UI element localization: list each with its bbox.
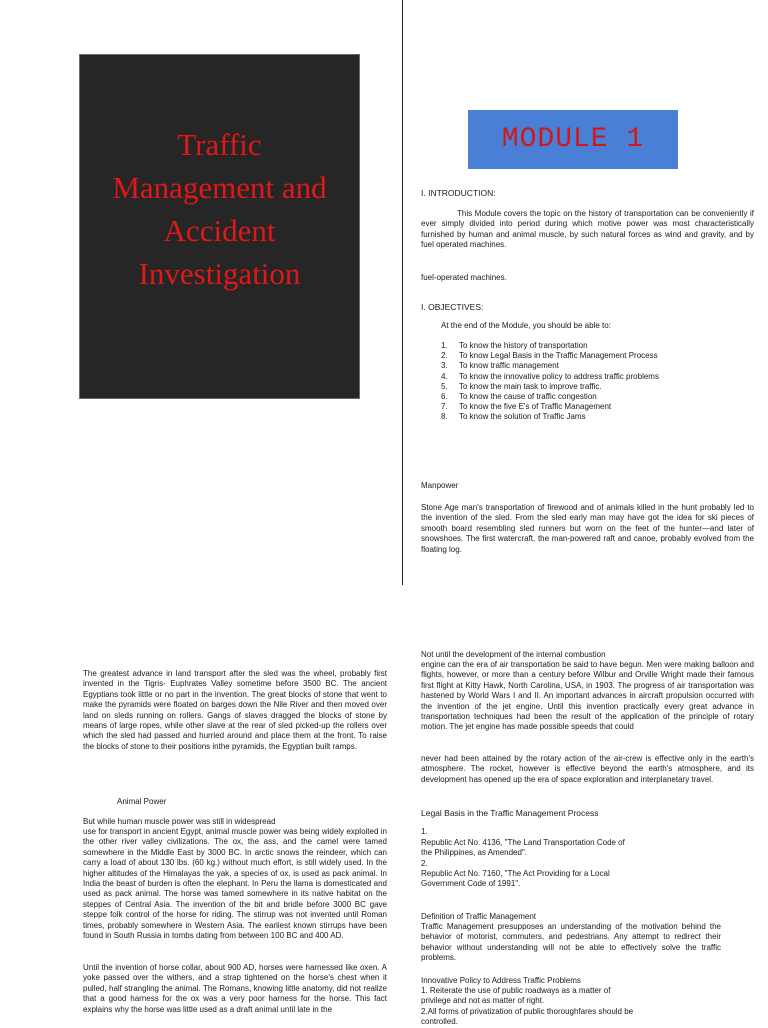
objectives-list — [441, 341, 741, 423]
aviation-paragraph: engine can the era of air transportation be said to have begun. Men were making balloon and flights, however, or more than a century before Wilbur and Orville Wright made their famous first flight at Kitty Hawk, North Carolina, USA, in 1903. The progress of air transportation was hastened by World Wars I and II. An important advances in aircraft propulsion occurred with the invention of the jet engine. Until this invention practically every great advance in transportation techniques had been the result of the application of the principle of rotary motion. The jet engine has made possible speeds that could — [421, 660, 754, 732]
objective-item: 6. To know the cause of traffic congestion — [441, 392, 597, 402]
module-label: MODULE 1 — [501, 124, 645, 155]
innovative-policy-heading: Innovative Policy to Address Traffic Problems — [421, 976, 581, 985]
objective-item: 2. To know Legal Basis in the Traffic Management Process — [441, 351, 658, 361]
module-banner — [468, 110, 678, 169]
page-divider — [402, 0, 403, 585]
objective-item: 8. To know the solution of Traffic Jams — [441, 412, 586, 422]
definition-paragraph: Traffic Management presupposes an understanding of the motivation behind the behavior of motorist, commuters, and pedestrians. Any attempt to redirect their behavior without understanding will not be able to effectively solve the traffic problems. — [421, 922, 721, 963]
manpower-paragraph: Stone Age man's transportation of firewood and of animals killed in the hunt probably led to the invention of the sled. From the sled early man may have got the idea for ski pieces of smooth board resembling sled runners but worn on the feet of the hunter—and later of snowshoes. The first watercraft, the man-powered raft and canoe, probably evolved from the floating log. — [421, 503, 754, 554]
introduction-extra: fuel-operated machines. — [421, 273, 507, 282]
animal-power-line1: But while human muscle power was still in widespread — [83, 817, 276, 826]
animal-power-paragraph: use for transport in ancient Egypt, animal muscle power was being widely exploited in the other river valley civilizations. The ox, the ass, and the camel were tamed somewhere in the Middle East by 3000 BC. In arctic snows the reindeer, which can carry a load of about 130 lbs. (60 kg.) without much effort, is still widely used. In the higher altitudes of the Himalayas the yak, a species of ox, is used as pack animal. In India the beast of burden is often the elephant. In Peru the llama is domesticated and used as pack animal. The horse was tamed somewhere in its native habitat on the steppes of Central Asia. The invention of the bit and bridle before 3000 BC gave steppe folk control of the horse for riding. The stirrup was not invented until Roman times, probably somewhere in Western Asia. The earliest known stirrups have been found in South Russia in tombs dating from between 100 BC and 400 AD. — [83, 827, 387, 941]
animal-power-heading: Animal Power — [117, 797, 167, 806]
aviation-line1: Not until the development of the internal combustion — [421, 650, 606, 659]
introduction-heading: I. INTRODUCTION: — [421, 188, 496, 198]
innovative-policy-item-1: 1. Reiterate the use of public roadways as a matter of privilege and not as matter of right. — [421, 986, 611, 1006]
cover-title: Traffic Management and Accident Investigation — [112, 127, 327, 291]
objective-item: 4. To know the innovative policy to address traffic problems — [441, 371, 659, 381]
cover-panel — [79, 54, 360, 399]
objectives-heading: I. OBJECTIVES: — [421, 302, 484, 312]
definition-heading: Definition of Traffic Management — [421, 912, 537, 921]
legal-basis-heading: Legal Basis in the Traffic Management Process — [421, 808, 599, 818]
objectives-lead: At the end of the Module, you should be able to: — [441, 321, 611, 330]
wheel-paragraph: The greatest advance in land transport after the sled was the wheel, probably first invented in the Tigris- Euphrates Valley sometime before 3500 BC. The ancient Egyptians took little or no part in the invention. The great blocks of stone that went to make the pyramids were floated on barges down the Nile River and then moved over land on sleds running on rollers. Gangs of slaves dragged the blocks of stone by means of large ropes, while other slave at the rear of sled picked-up the rollers over which the sled had passed and hurried around and place them at the front. To raise the blocks of stone to their positions inthe pyramids, the Egyptian built ramps. — [83, 669, 387, 751]
introduction-paragraph: This Module covers the topic on the history of transportation can be conveniently if ever simply divided into period during which motive power was most characteristically furnished by human and animal muscle, by such natural forces as wind and gravity, and by fuel operated machines. — [421, 209, 754, 250]
objective-item: 7. To know the five E's of Traffic Management — [441, 402, 612, 412]
legal-basis-item-1: Republic Act No. 4136, "The Land Transportation Code of the Philippines, as Amended". — [421, 838, 625, 858]
legal-basis-item-2: Republic Act No. 7160, "The Act Providing for a Local Government Code of 1991". — [421, 869, 610, 889]
aviation-paragraph-2: never had been attained by the rotary action of the air-crew is effective only in the earth's atmosphere. The rocket, however is effective beyond the earth's atmosphere, and its development has opened up the era of space exploration and interplanetary travel. — [421, 754, 754, 784]
manpower-heading: Manpower — [421, 481, 459, 490]
animal-power-paragraph-2: Until the invention of horse collar, about 900 AD, horses were harnessed like oxen. A yoke passed over the withers, and a strap tightened on the horse's chest when it pulled, half strangling the animal. The Romans, knowing little anatomy, did not realize that a good harness for the ox was a very poor harness for the horse. This fact explains why the horse was little used as a draft animal until late in the — [83, 963, 387, 1014]
legal-basis-number-1: 1. — [421, 827, 428, 836]
innovative-policy-item-2: 2.All forms of privatization of public thoroughfares should be controlled. — [421, 1007, 634, 1027]
objective-item: 3. To know traffic management — [441, 361, 559, 371]
objective-item: 5. To know the main task to improve traffic. — [441, 381, 602, 391]
legal-basis-number-2: 2. — [421, 859, 428, 868]
objective-item: 1. To know the history of transportation — [441, 341, 588, 350]
